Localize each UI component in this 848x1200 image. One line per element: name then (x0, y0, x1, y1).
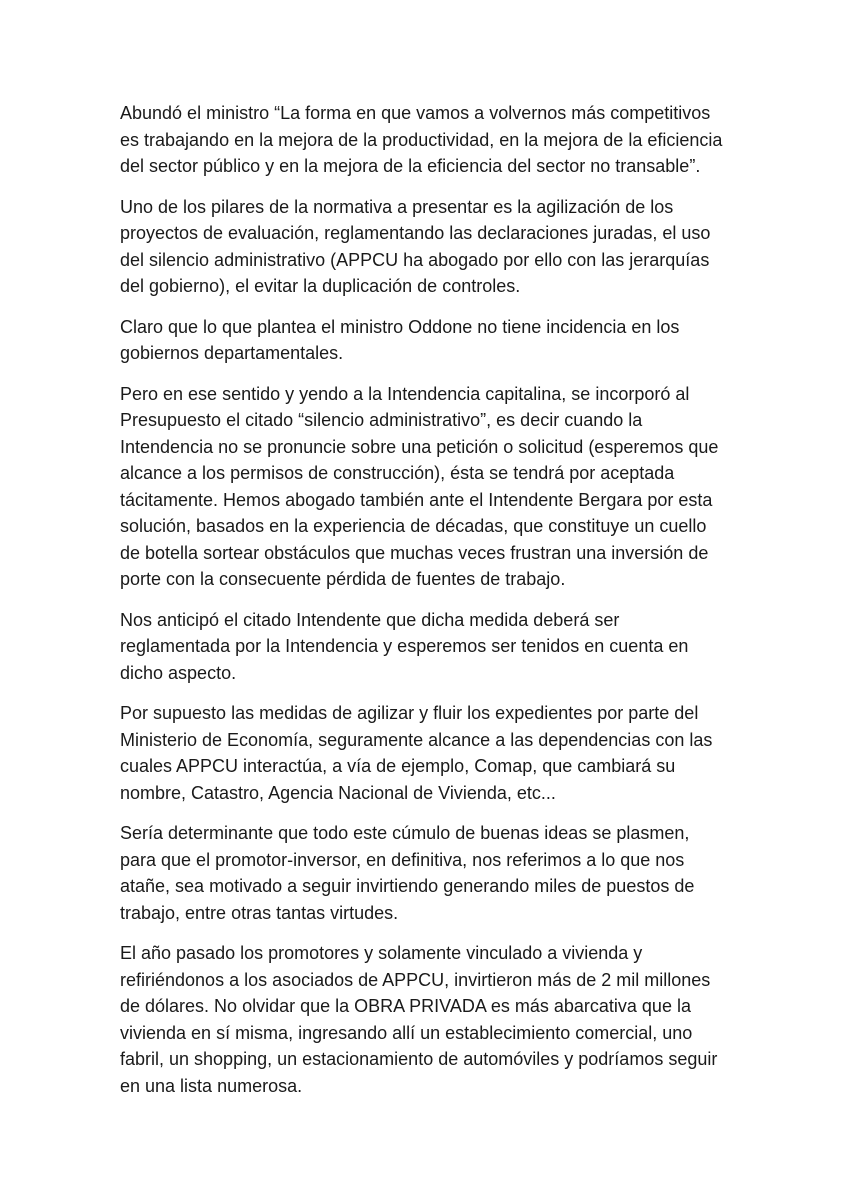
paragraph-5: Nos anticipó el citado Intendente que dicha medida deberá ser reglamentada por la Intendencia y esperemos ser tenidos en cuenta en dicho aspecto. (120, 609, 689, 683)
document-body (120, 100, 730, 1099)
paragraph-6: Por supuesto las medidas de agilizar y fluir los expedientes por parte del Ministerio de Economía, seguramente alcance a las dependencias con las cuales APPCU interactúa, a vía de ejemplo, Comap, que cambiará su nombre, Catastro, Agencia Nacional de Vivienda, etc... (120, 703, 713, 803)
paragraph-1: Abundó el ministro “La forma en que vamos a volvernos más competitivos es trabajando en la mejora de la productividad, en la mejora de la eficiencia del sector público y en la mejora de la eficiencia del sector no transable”. (120, 103, 723, 176)
paragraph-2: Uno de los pilares de la normativa a presentar es la agilización de los proyectos de evaluación, reglamentando las declaraciones juradas, el uso del silencio administrativo (APPCU ha abogado por ello con las jerarquías del gobierno), el evitar la duplicación de controles. (120, 196, 711, 296)
paragraph-8: El año pasado los promotores y solamente vinculado a vivienda y refiriéndonos a los asociados de APPCU, invirtieron más de 2 mil millones de dólares. No olvidar que la OBRA PRIVADA es más abarcativa que la vivienda en sí misma, ingresando allí un establecimiento comercial, uno fabril, un shopping, un estacionamiento de automóviles y podríamos seguir en una lista numerosa. (120, 943, 718, 1096)
paragraph-7: Sería determinante que todo este cúmulo de buenas ideas se plasmen, para que el promotor-inversor, en definitiva, nos referimos a lo que nos atañe, sea motivado a seguir invirtiendo generando miles de puestos de trabajo, entre otras tantas virtudes. (120, 823, 695, 923)
paragraph-4: Pero en ese sentido y yendo a la Intendencia capitalina, se incorporó al Presupuesto el citado “silencio administrativo”, es decir cuando la Intendencia no se pronuncie sobre una petición o solicitud (esperemos que alcance a los permisos de construcción), ésta se tendrá por aceptada tácitamente. Hemos abogado también ante el Intendente Bergara por esta solución, basados en la experiencia de décadas, que constituye un cuello de botella sortear obstáculos que muchas veces frustran una inversión de porte con la consecuente pérdida de fuentes de trabajo. (120, 383, 719, 589)
paragraph-3: Claro que lo que plantea el ministro Oddone no tiene incidencia en los gobiernos departamentales. (120, 316, 680, 363)
